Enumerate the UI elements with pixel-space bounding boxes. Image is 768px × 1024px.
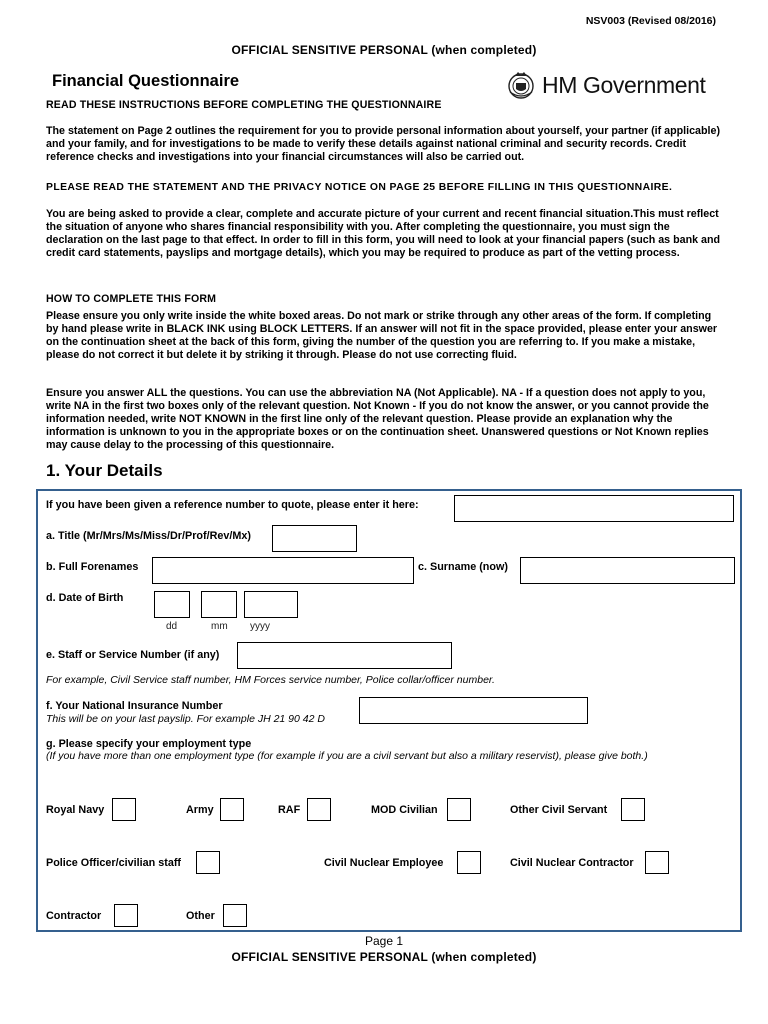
staff-number-hint: For example, Civil Service staff number, HM Forces service number, Police collar/officer number.	[46, 674, 495, 686]
dob-year-input[interactable]	[244, 591, 298, 618]
page-number: Page 1	[364, 934, 404, 948]
dob-month-input[interactable]	[201, 591, 237, 618]
employment-type-hint: (If you have more than one employment type (for example if you are a civil servant but also a military reservist), please give both.)	[46, 750, 648, 762]
raf-label: RAF	[278, 804, 301, 816]
title-label: a. Title (Mr/Mrs/Ms/Miss/Dr/Prof/Rev/Mx)	[46, 530, 251, 542]
dob-mm-caption: mm	[211, 621, 228, 632]
dob-day-input[interactable]	[154, 591, 190, 618]
army-checkbox[interactable]	[220, 798, 244, 821]
ni-number-hint: This will be on your last payslip. For example JH 21 90 42 D	[46, 713, 325, 725]
reference-number-label: If you have been given a reference number to quote, please enter it here:	[46, 499, 419, 511]
classification-bottom: OFFICIAL SENSITIVE PERSONAL (when completed)	[231, 950, 537, 964]
logo-text: HM Government	[542, 71, 706, 98]
instructions-paragraph-1: The statement on Page 2 outlines the requirement for you to provide personal information about yourself, your partner (if applicable) and your family, and for investigations to be made to verify these details against national criminal and security records. Credit reference checks and investigations into your financial circumstances will also be carried out.	[46, 125, 721, 164]
surname-input[interactable]	[520, 557, 735, 584]
how-to-heading: HOW TO COMPLETE THIS FORM	[46, 293, 217, 305]
other-checkbox[interactable]	[223, 904, 247, 927]
civil-nuclear-contractor-label: Civil Nuclear Contractor	[510, 857, 634, 869]
your-details-panel	[36, 489, 742, 932]
civil-nuclear-contractor-checkbox[interactable]	[645, 851, 669, 874]
ni-number-input[interactable]	[359, 697, 588, 724]
forenames-label: b. Full Forenames	[46, 561, 139, 573]
hm-government-logo	[506, 70, 706, 100]
surname-label: c. Surname (now)	[418, 561, 508, 573]
other-label: Other	[186, 910, 215, 922]
royal-navy-checkbox[interactable]	[112, 798, 136, 821]
contractor-label: Contractor	[46, 910, 102, 922]
title-input[interactable]	[272, 525, 357, 552]
civil-nuclear-employee-label: Civil Nuclear Employee	[324, 857, 444, 869]
raf-checkbox[interactable]	[307, 798, 331, 821]
dob-dd-caption: dd	[166, 621, 178, 632]
privacy-notice: PLEASE READ THE STATEMENT AND THE PRIVACY NOTICE ON PAGE 25 BEFORE FILLING IN THIS QUESTIONNAIRE.	[46, 182, 673, 193]
police-checkbox[interactable]	[196, 851, 220, 874]
reference-number-input[interactable]	[454, 495, 734, 522]
ni-number-label: f. Your National Insurance Number	[46, 700, 223, 712]
instructions-paragraph-4: Ensure you answer ALL the questions. You can use the abbreviation NA (Not Applicable). NA - If a question does not apply to you, write NA in the first two boxes only of the relevant question. Not Known - If you do not know the answer, or you cannot provide the information needed, write NOT KNOWN in the first line only of the relevant question. Please provide an explanation why the information is unknown to you in the appropriate boxes or on the continuation sheet. Unanswered questions or Not Known replies may cause delay to the processing of this questionnaire.	[46, 387, 709, 452]
staff-number-label: e. Staff or Service Number (if any)	[46, 649, 220, 661]
staff-number-input[interactable]	[237, 642, 452, 669]
contractor-checkbox[interactable]	[114, 904, 138, 927]
royal-crest-icon	[506, 70, 536, 100]
instructions-paragraph-2: You are being asked to provide a clear, complete and accurate picture of your current and recent financial situation.This must reflect the situation of anyone who shares financial responsibility with you. After completing the questionnaire, you must sign the declaration on the last page to that effect. In order to fill in this form, you will need to look at your financial papers (such as bank and credit card statements, payslips and mortgage details), which you may be required to produce as part of the vetting process.	[46, 208, 721, 260]
section-title: 1. Your Details	[46, 461, 163, 480]
instructions-heading: READ THESE INSTRUCTIONS BEFORE COMPLETING THE QUESTIONNAIRE	[46, 99, 442, 111]
classification-top: OFFICIAL SENSITIVE PERSONAL (when completed)	[231, 43, 537, 57]
police-label: Police Officer/civilian staff	[46, 857, 182, 869]
other-civil-servant-label: Other Civil Servant	[510, 804, 608, 816]
mod-civilian-checkbox[interactable]	[447, 798, 471, 821]
forenames-input[interactable]	[152, 557, 414, 584]
dob-label: d. Date of Birth	[46, 592, 124, 604]
mod-civilian-label: MOD Civilian	[371, 804, 438, 816]
royal-navy-label: Royal Navy	[46, 804, 105, 816]
page-title: Financial Questionnaire	[52, 72, 240, 90]
civil-nuclear-employee-checkbox[interactable]	[457, 851, 481, 874]
dob-yyyy-caption: yyyy	[250, 621, 270, 632]
form-reference: NSV003 (Revised 08/2016)	[585, 15, 716, 27]
employment-type-label: g. Please specify your employment type	[46, 738, 252, 750]
other-civil-servant-checkbox[interactable]	[621, 798, 645, 821]
army-label: Army	[186, 804, 214, 816]
instructions-paragraph-3: Please ensure you only write inside the white boxed areas. Do not mark or strike through any other areas of the form. If completing by hand please write in BLACK INK using BLOCK LETTERS. If an answer will not fit in the space provided, please enter your answer on the continuation sheet at the back of this form, giving the number of the question you are referring to. If you make a mistake, please do not correct it but delete it by striking it through. Please do not use correcting fluid.	[46, 310, 718, 362]
